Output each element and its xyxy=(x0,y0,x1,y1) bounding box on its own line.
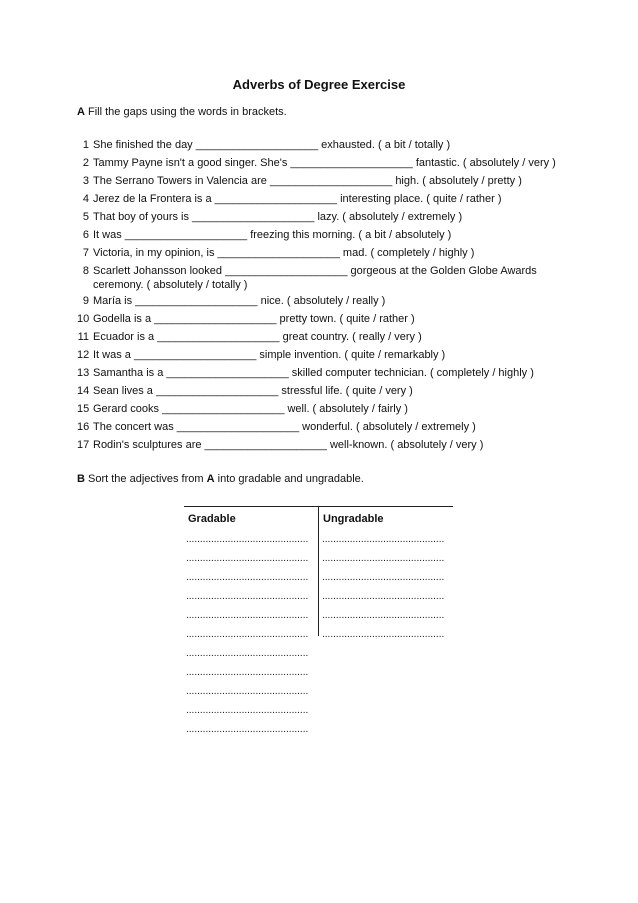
exercise-item xyxy=(77,228,577,246)
ungradable-answer-line: ............................................ xyxy=(322,591,445,602)
ungradable-answer-line: ............................................ xyxy=(322,534,445,545)
ungradable-answer-line: ............................................ xyxy=(322,629,445,640)
item-text xyxy=(93,402,408,416)
item-text-line: María is ____________________ nice. ( absolutely / really ) xyxy=(93,295,386,307)
item-text-line: Rodin's sculptures are ____________________ well-known. ( absolutely / very ) xyxy=(93,439,484,451)
item-text-line: Samantha is a ____________________ skilled computer technician. ( completely / highly ) xyxy=(93,367,534,379)
item-number: 9 xyxy=(82,295,89,307)
exercise-item xyxy=(77,330,577,348)
item-number: 10 xyxy=(77,313,90,325)
section-a-text: Fill the gaps using the words in brackets. xyxy=(84,106,287,118)
item-text-line: That boy of yours is ____________________ lazy. ( absolutely / extremely ) xyxy=(93,211,463,223)
section-b-instruction xyxy=(77,473,364,485)
exercise-item xyxy=(77,174,577,192)
item-text xyxy=(93,138,450,152)
exercise-item xyxy=(77,138,577,156)
item-number: 12 xyxy=(77,349,90,361)
exercise-item xyxy=(77,384,577,402)
table-column-divider xyxy=(318,506,319,636)
exercise-item xyxy=(77,438,577,456)
item-text-line: Scarlett Johansson looked ____________________ gorgeous at the Golden Globe Awards xyxy=(93,265,537,277)
item-text-line: She finished the day ____________________ exhausted. ( a bit / totally ) xyxy=(93,139,451,151)
item-number: 4 xyxy=(82,193,89,205)
item-text-line-2: ceremony. ( absolutely / totally ) xyxy=(93,279,248,291)
item-text xyxy=(93,156,556,170)
section-a-instruction xyxy=(77,106,287,118)
item-text xyxy=(93,228,451,242)
item-text xyxy=(93,366,534,380)
gradable-answer-line: ............................................ xyxy=(186,572,309,583)
exercise-item xyxy=(77,348,577,366)
item-text xyxy=(93,438,483,452)
item-text-line: Ecuador is a ____________________ great country. ( really / very ) xyxy=(93,331,422,343)
gradable-answer-line: ............................................ xyxy=(186,610,309,621)
item-text-line: Godella is a ____________________ pretty town. ( quite / rather ) xyxy=(93,313,415,325)
item-number: 15 xyxy=(77,403,90,415)
item-text-line: It was ____________________ freezing this morning. ( a bit / absolutely ) xyxy=(93,229,452,241)
item-text xyxy=(93,174,522,188)
exercise-item xyxy=(77,312,577,330)
item-text-line: Jerez de la Frontera is a ____________________ interesting place. ( quite / rather ) xyxy=(93,193,502,205)
item-text-line: It was a ____________________ simple invention. ( quite / remarkably ) xyxy=(93,349,446,361)
item-text-line: Tammy Payne isn't a good singer. She's ____________________ fantastic. ( absolutely / very ) xyxy=(93,157,556,169)
ungradable-answer-line: ............................................ xyxy=(322,610,445,621)
section-b-bold-ref: A xyxy=(206,473,215,485)
item-number: 1 xyxy=(82,139,89,151)
gradable-answer-line: ............................................ xyxy=(186,553,309,564)
item-number: 3 xyxy=(82,175,89,187)
item-text xyxy=(93,384,413,398)
gradable-answer-line: ............................................ xyxy=(186,705,309,716)
item-text-line: The Serrano Towers in Valencia are ____________________ high. ( absolutely / pretty ) xyxy=(93,175,522,187)
item-text xyxy=(93,294,385,308)
page-title: Adverbs of Degree Exercise xyxy=(232,77,406,92)
item-number: 11 xyxy=(77,331,89,343)
item-number: 16 xyxy=(77,421,90,433)
item-text-line: Gerard cooks ____________________ well. ( absolutely / fairly ) xyxy=(93,403,408,415)
item-number: 5 xyxy=(82,211,89,223)
ungradable-answer-line: ............................................ xyxy=(322,572,445,583)
gradable-answer-line: ............................................ xyxy=(186,629,309,640)
gradable-answer-line: ............................................ xyxy=(186,534,309,545)
item-number: 17 xyxy=(77,439,90,451)
item-number: 2 xyxy=(82,157,89,169)
item-text xyxy=(93,312,415,326)
exercise-item xyxy=(77,264,577,294)
item-text xyxy=(93,192,502,206)
item-text xyxy=(93,420,476,434)
item-number: 7 xyxy=(82,247,89,259)
section-b-letter: B xyxy=(77,473,85,485)
gradable-header: Gradable xyxy=(188,513,236,525)
exercise-item xyxy=(77,402,577,420)
item-text-line: Sean lives a ____________________ stressful life. ( quite / very ) xyxy=(93,385,413,397)
exercise-item xyxy=(77,420,577,438)
section-b-text-post: into gradable and ungradable. xyxy=(214,473,364,485)
exercise-list xyxy=(77,138,577,456)
section-a-letter: A xyxy=(77,106,85,118)
item-number: 8 xyxy=(82,265,89,277)
item-text xyxy=(93,246,474,260)
ungradable-header: Ungradable xyxy=(323,513,384,525)
section-b-text-pre: Sort the adjectives from xyxy=(84,473,207,485)
exercise-item xyxy=(77,366,577,384)
exercise-item xyxy=(77,246,577,264)
item-number: 6 xyxy=(82,229,89,241)
exercise-item xyxy=(77,192,577,210)
item-number: 14 xyxy=(77,385,90,397)
item-text xyxy=(93,348,445,362)
item-text-line: The concert was ____________________ wonderful. ( absolutely / extremely ) xyxy=(93,421,476,433)
item-number: 13 xyxy=(77,367,90,379)
gradable-answer-line: ............................................ xyxy=(186,686,309,697)
item-text xyxy=(93,210,462,224)
exercise-item xyxy=(77,156,577,174)
gradable-answer-line: ............................................ xyxy=(186,648,309,659)
exercise-item xyxy=(77,210,577,228)
gradable-answer-line: ............................................ xyxy=(186,591,309,602)
item-text-line: Victoria, in my opinion, is ____________________ mad. ( completely / highly ) xyxy=(93,247,475,259)
exercise-item xyxy=(77,294,577,312)
item-text xyxy=(93,264,537,292)
gradable-answer-line: ............................................ xyxy=(186,724,309,735)
gradable-answer-line: ............................................ xyxy=(186,667,309,678)
item-text xyxy=(93,330,422,344)
ungradable-answer-line: ............................................ xyxy=(322,553,445,564)
